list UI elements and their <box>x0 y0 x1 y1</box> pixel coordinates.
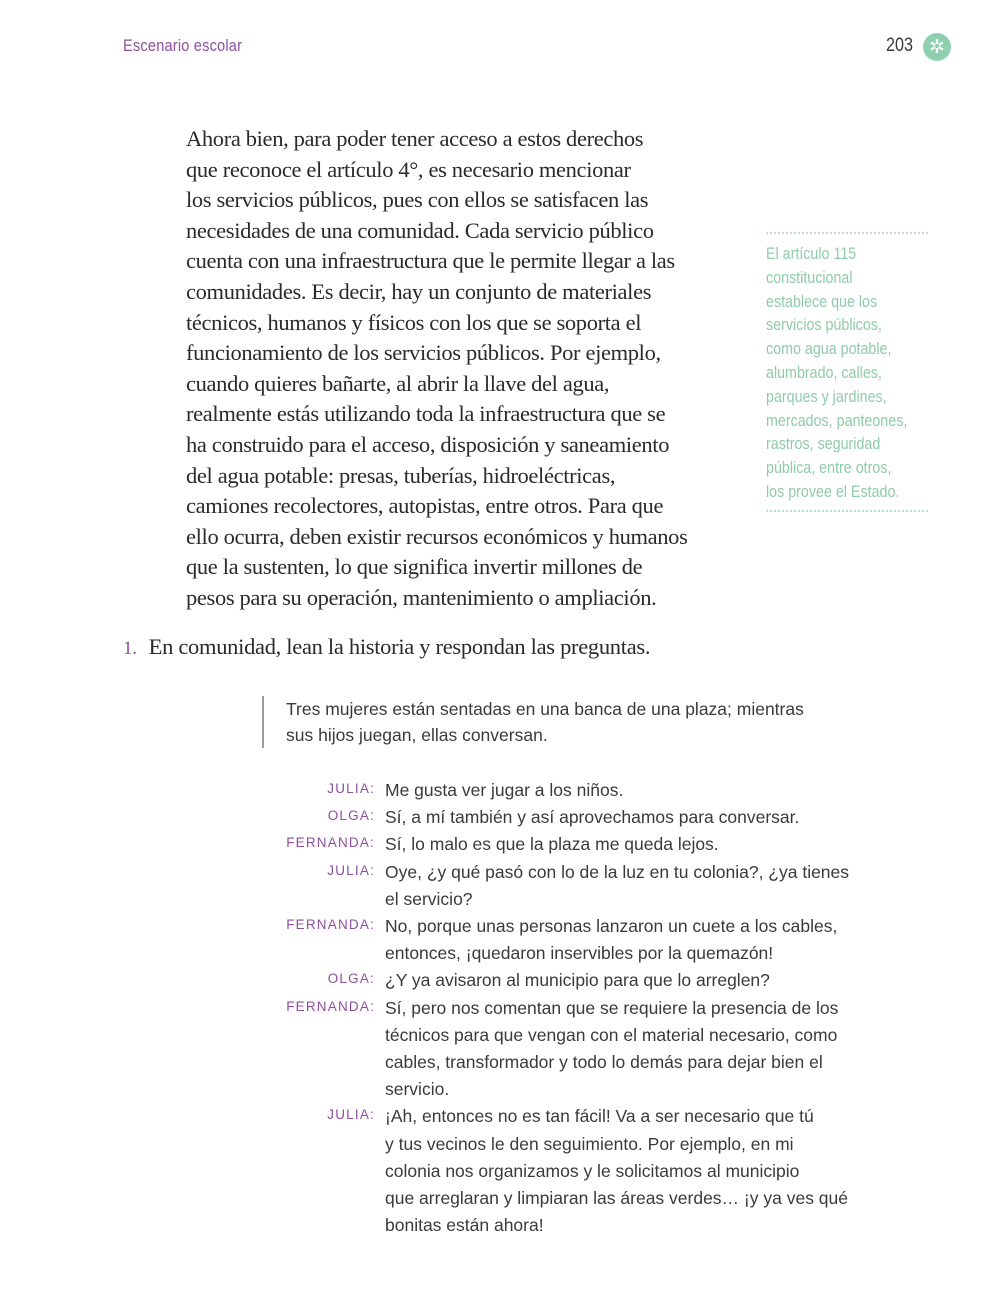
dialogue-turn <box>0 1103 986 1239</box>
speech-line: No, porque unas personas lanzaron un cuete a los cables, <box>385 916 838 937</box>
speaker-name: JULIA: <box>327 781 375 796</box>
sidebar-line: alumbrado, calles, <box>766 362 882 382</box>
speech-text <box>385 913 885 967</box>
body-line: cuenta con una infraestructura que le permite llegar a las <box>186 248 675 274</box>
speech-line: y tus vecinos le den seguimiento. Por ejemplo, en mi <box>385 1133 794 1154</box>
story-intro <box>262 696 886 748</box>
speaker-name: FERNANDA: <box>286 835 375 851</box>
speech-line: que arreglaran y limpiaran las áreas verdes… ¡y ya ves qué <box>385 1188 848 1209</box>
sidebar-line: como agua potable, <box>766 339 892 359</box>
story-intro-line: sus hijos juegan, ellas conversan. <box>286 725 548 745</box>
sidebar-line: El artículo 115 <box>766 244 857 263</box>
body-line: comunidades. Es decir, hay un conjunto de materiales <box>186 278 652 304</box>
speech-line: Me gusta ver jugar a los niños. <box>385 780 624 800</box>
body-line: camiones recolectores, autopistas, entre otros. Para que <box>186 493 664 519</box>
sidebar-note-text <box>766 242 931 504</box>
body-line: que reconoce el artículo 4°, es necesario mencionar <box>186 156 631 182</box>
speech-line: cables, transformador y todo lo demás para dejar bien el <box>385 1052 823 1073</box>
speech-line: ¡Ah, entonces no es tan fácil! Va a ser necesario que tú <box>385 1106 814 1127</box>
speaker-name: JULIA: <box>327 862 375 878</box>
body-line: que la sustenten, lo que significa invertir millones de <box>186 554 643 580</box>
dialogue-turn <box>0 831 986 858</box>
dialogue-turn <box>0 859 986 913</box>
speech-line: colonia nos organizamos y le solicitamos al municipio <box>385 1160 800 1181</box>
speaker-name: JULIA: <box>327 1107 375 1123</box>
activity-number: 1. <box>123 638 137 659</box>
speech-text <box>385 804 885 831</box>
body-line: pesos para su operación, mantenimiento o ampliación. <box>186 584 657 610</box>
speech-text <box>385 859 885 913</box>
activity-instruction <box>123 634 650 660</box>
body-line: funcionamiento de los servicios públicos. Por ejemplo, <box>186 340 661 366</box>
speaker-name: OLGA: <box>327 808 375 824</box>
body-line: Ahora bien, para poder tener acceso a estos derechos <box>186 126 644 151</box>
body-paragraph <box>186 124 698 614</box>
sidebar-line: establece que los <box>766 291 878 311</box>
speech-text <box>385 967 885 994</box>
speaker-name: FERNANDA: <box>286 917 375 933</box>
dialogue-turn <box>0 995 986 1104</box>
dialogue <box>0 777 986 1239</box>
flower-icon: ✲ <box>923 33 951 61</box>
dialogue-turn <box>0 913 986 967</box>
body-line: los servicios públicos, pues con ellos se satisfacen las <box>186 187 649 213</box>
speech-line: el servicio? <box>385 888 473 909</box>
speech-line: técnicos para que vengan con el material necesario, como <box>385 1024 838 1045</box>
speech-text <box>385 831 885 858</box>
speech-line: Oye, ¿y qué pasó con lo de la luz en tu colonia?, ¿ya tienes <box>385 861 850 882</box>
speech-line: Sí, a mí también y así aprovechamos para conversar. <box>385 807 800 828</box>
speaker-name: FERNANDA: <box>286 998 375 1014</box>
activity-text: En comunidad, lean la historia y respondan las preguntas. <box>148 634 651 659</box>
speech-line: bonitas están ahora! <box>385 1215 544 1236</box>
sidebar-note <box>766 232 928 512</box>
speech-line: Sí, pero nos comentan que se requiere la presencia de los <box>385 997 839 1018</box>
sidebar-line: mercados, panteones, <box>766 410 908 430</box>
sidebar-line: los provee el Estado. <box>766 481 900 501</box>
body-line: ello ocurra, deben existir recursos económicos y humanos <box>186 523 688 549</box>
sidebar-line: servicios públicos, <box>766 315 882 335</box>
body-line: cuando quieres bañarte, al abrir la llave del agua, <box>186 370 610 396</box>
dialogue-turn <box>0 967 986 994</box>
speech-line: Sí, lo malo es que la plaza me queda lejos. <box>385 834 719 855</box>
body-line: ha construido para el acceso, disposición y saneamiento <box>186 431 670 457</box>
speech-text <box>385 1103 885 1239</box>
dialogue-turn <box>0 777 986 804</box>
sidebar-line: rastros, seguridad <box>766 434 881 454</box>
speech-text <box>385 995 885 1104</box>
speech-line: servicio. <box>385 1079 450 1100</box>
sidebar-line: parques y jardines, <box>766 386 887 406</box>
speaker-name: OLGA: <box>327 971 375 987</box>
speech-line: ¿Y ya avisaron al municipio para que lo arreglen? <box>385 970 770 991</box>
body-line: realmente estás utilizando toda la infraestructura que se <box>186 401 666 427</box>
sidebar-line: pública, entre otros, <box>766 458 892 478</box>
body-line: necesidades de una comunidad. Cada servicio público <box>186 217 654 243</box>
page-number: 203 <box>886 35 913 56</box>
speech-line: entonces, ¡quedaron inservibles por la quemazón! <box>385 943 774 964</box>
speech-text <box>385 777 885 804</box>
story-intro-line: Tres mujeres están sentadas en una banca de una plaza; mientras <box>286 699 804 719</box>
body-line: del agua potable: presas, tuberías, hidroeléctricas, <box>186 462 616 488</box>
sidebar-line: constitucional <box>766 267 853 287</box>
body-line: técnicos, humanos y físicos con los que se soporta el <box>186 309 642 335</box>
dialogue-turn <box>0 804 986 831</box>
section-title: Escenario escolar <box>123 36 243 55</box>
